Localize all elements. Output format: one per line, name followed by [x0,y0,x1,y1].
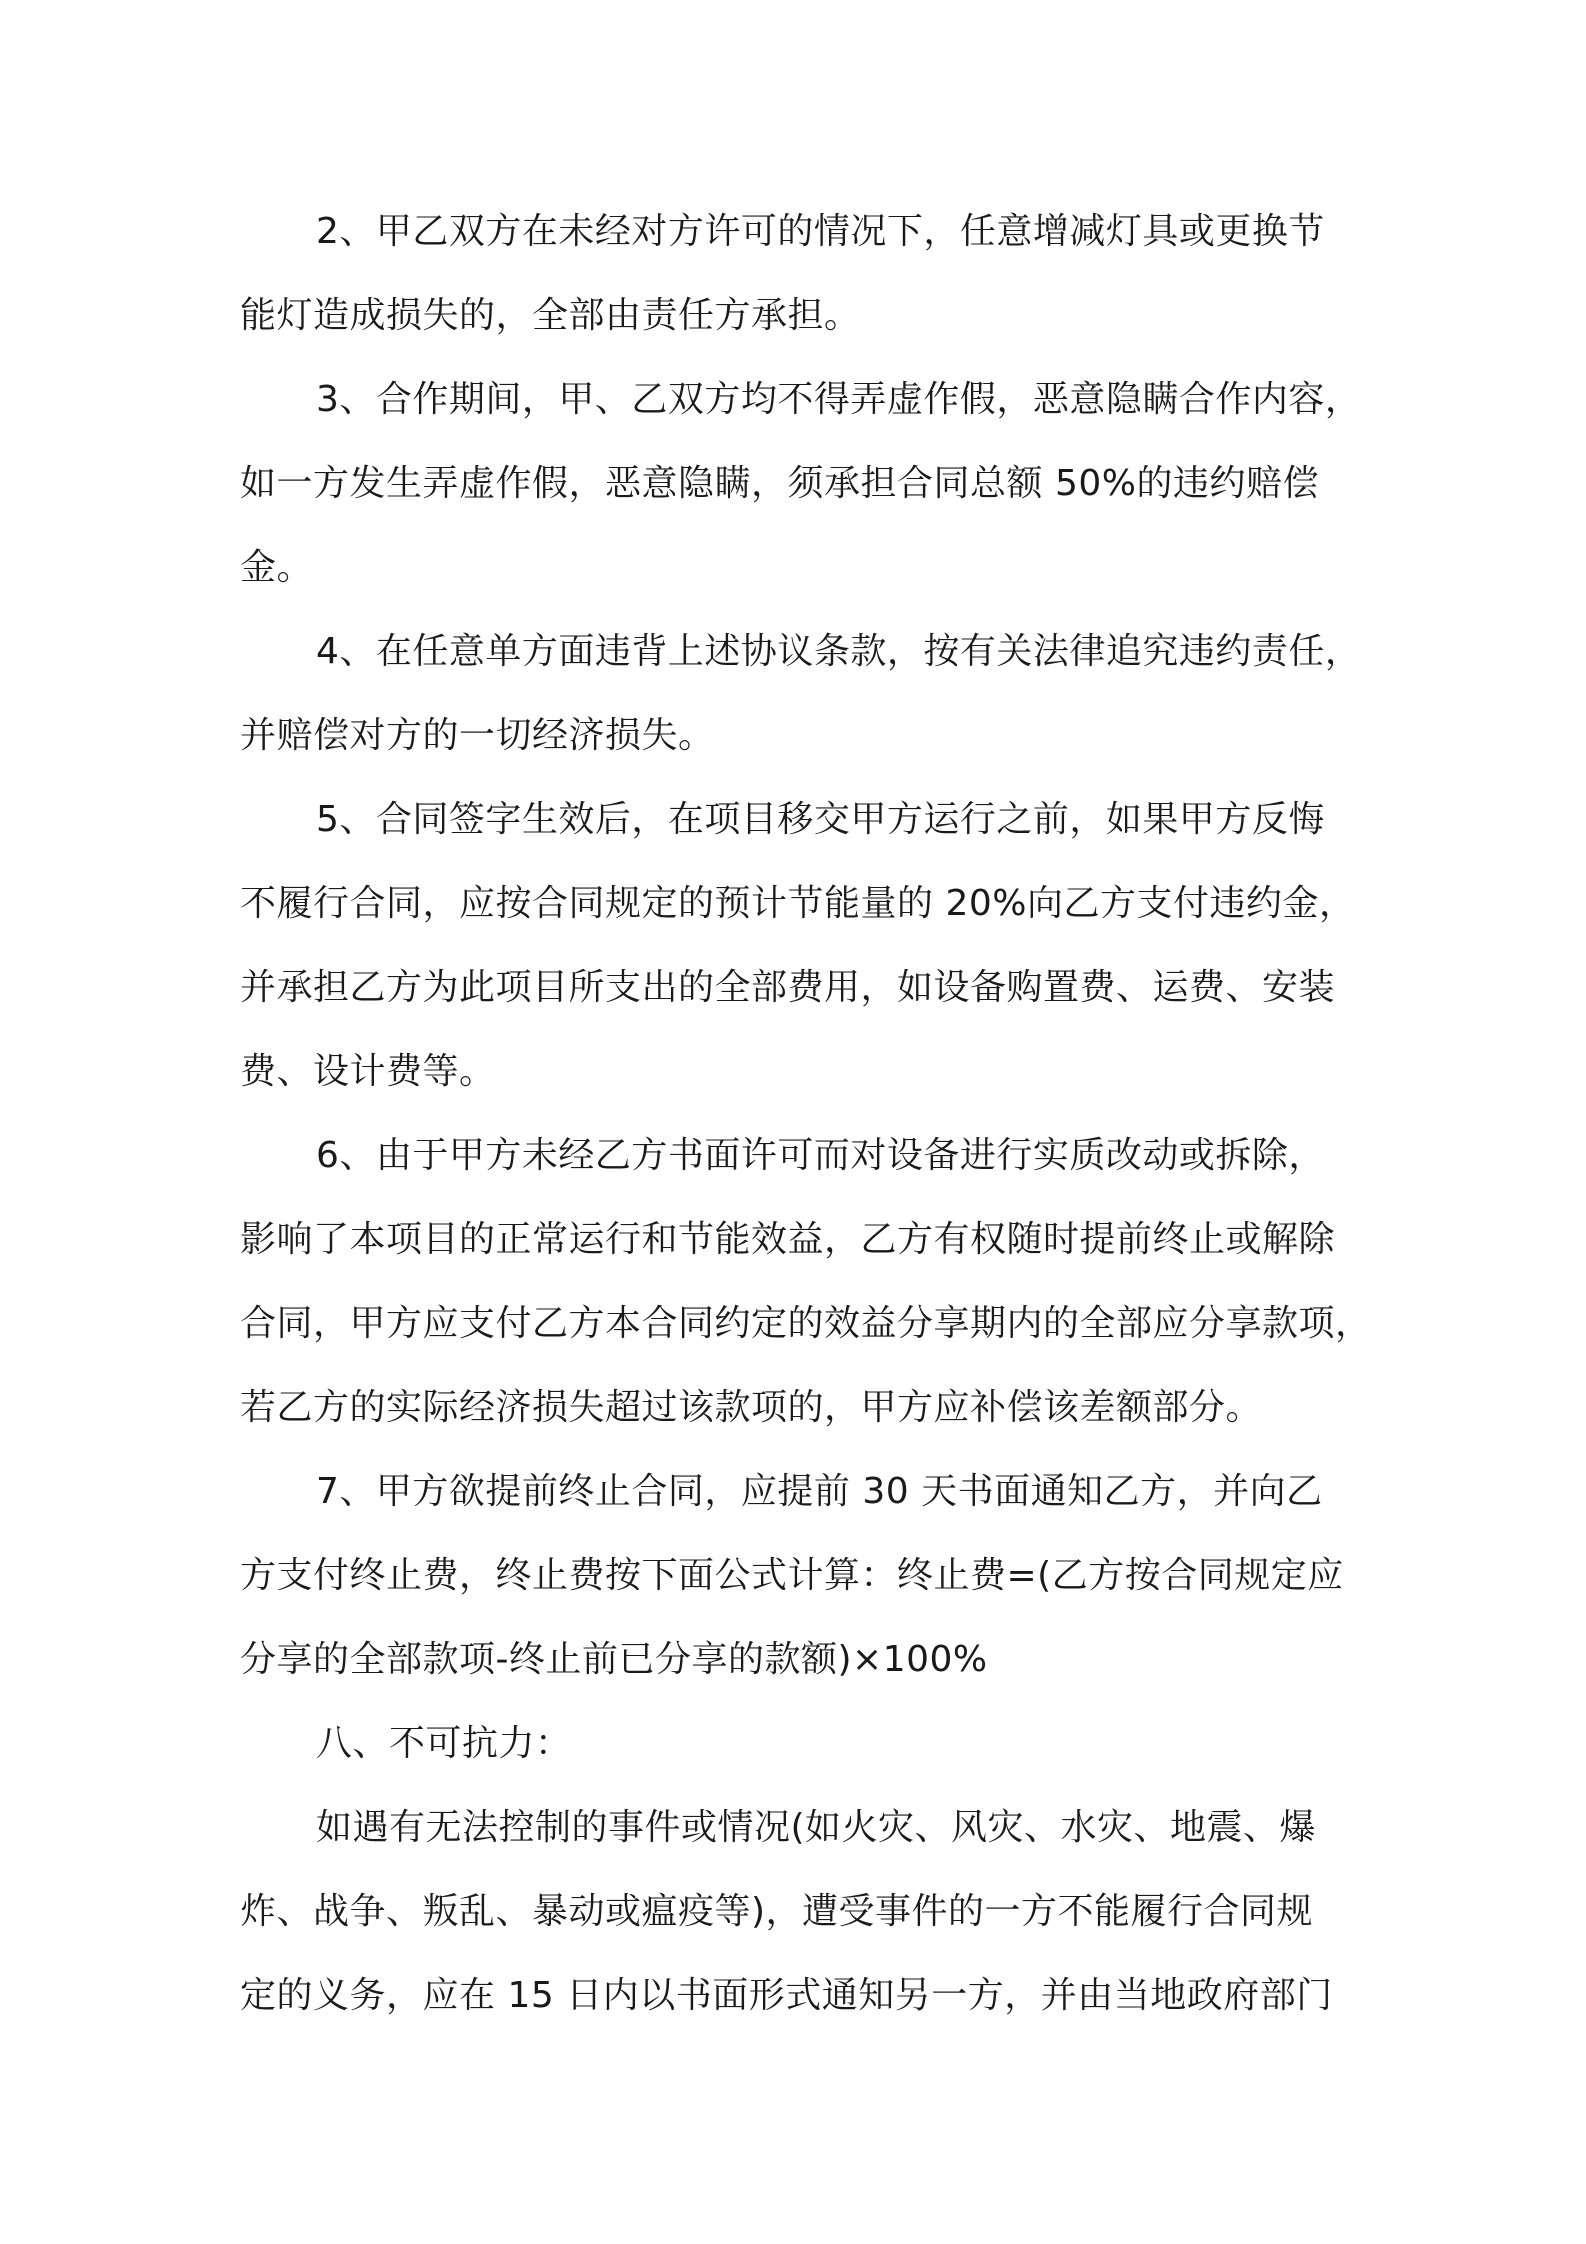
text-line: 合同，甲方应支付乙方本合同约定的效益分享期内的全部应分享款项， [240,1303,1372,1344]
text-line: 7、甲方欲提前终止合同，应提前 30 天书面通知乙方，并向乙 [316,1471,1323,1512]
text-line: 如遇有无法控制的事件或情况(如火灾、风灾、水灾、地震、爆 [316,1807,1317,1848]
text-line: 金。 [240,547,314,588]
text-line: 若乙方的实际经济损失超过该款项的，甲方应补偿该差额部分。 [240,1387,1263,1428]
text-line: 如一方发生弄虚作假，恶意隐瞒，须承担合同总额 50%的违约赔偿 [240,463,1319,504]
text-line: 5、合同签字生效后，在项目移交甲方运行之前，如果甲方反悔 [316,799,1325,840]
text-line: 费、设计费等。 [240,1051,496,1092]
section-heading: 八、不可抗力： [316,1723,572,1764]
text-line: 并承担乙方为此项目所支出的全部费用，如设备购置费、运费、安装 [240,967,1336,1008]
text-line: 3、合作期间，甲、乙双方均不得弄虚作假，恶意隐瞒合作内容， [316,379,1362,420]
text-line: 4、在任意单方面违背上述协议条款，按有关法律追究违约责任， [316,631,1362,672]
text-line: 定的义务，应在 15 日内以书面形式通知另一方，并由当地政府部门 [240,1975,1333,2016]
text-line: 炸、战争、叛乱、暴动或瘟疫等)，遭受事件的一方不能履行合同规 [240,1891,1314,1932]
text-line: 并赔偿对方的一切经济损失。 [240,715,715,756]
text-line: 2、甲乙双方在未经对方许可的情况下，任意增减灯具或更换节 [316,211,1325,252]
text-line: 不履行合同，应按合同规定的预计节能量的 20%向乙方支付违约金， [240,883,1356,924]
document-body [240,190,1372,2038]
text-line: 分享的全部款项-终止前已分享的款额)×100% [240,1639,988,1680]
text-line: 6、由于甲方未经乙方书面许可而对设备进行实质改动或拆除， [316,1135,1325,1176]
text-line: 影响了本项目的正常运行和节能效益，乙方有权随时提前终止或解除 [240,1219,1336,1260]
text-line: 能灯造成损失的，全部由责任方承担。 [240,295,861,336]
text-line: 方支付终止费，终止费按下面公式计算：终止费=(乙方按合同规定应 [240,1555,1344,1596]
